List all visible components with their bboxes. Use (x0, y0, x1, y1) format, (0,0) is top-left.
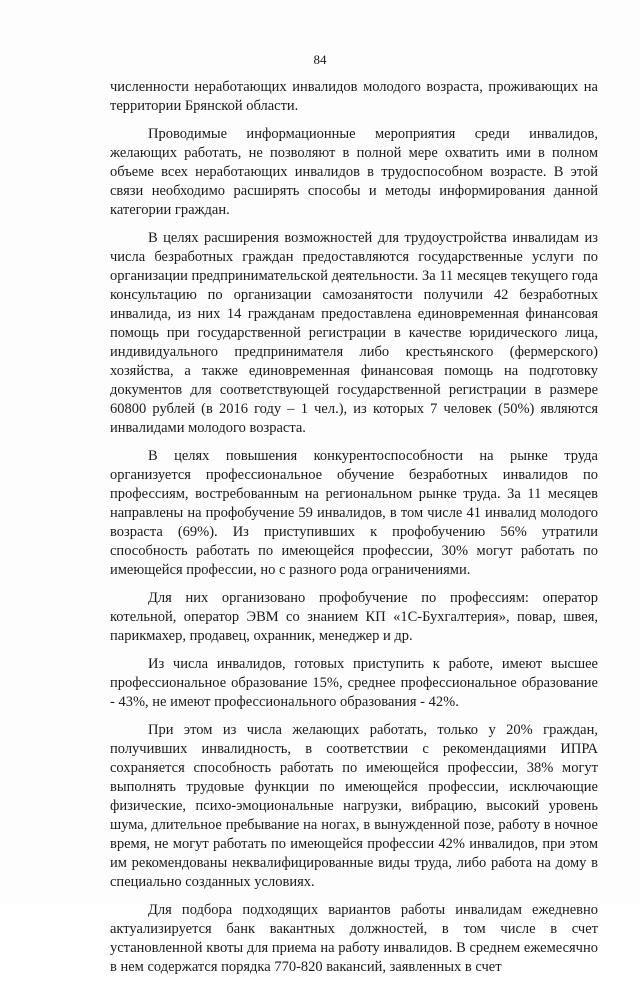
paragraph-education-levels: Из числа инвалидов, готовых приступить к работе, имеют высшее профессиональное образование 15%, среднее профессиональное образование - 43%, не имеют профессионального образования - 42%. (110, 656, 598, 710)
paragraph-vacancy-bank: Для подбора подходящих вариантов работы инвалидам ежедневно актуализируется банк вакантных должностей, в том числе в счет установленной квоты для приема на работу инвалидов. В среднем ежемесячно в нем содержатся порядка 770-820 вакансий, заявленных в счет (110, 902, 598, 975)
document-body (110, 78, 598, 986)
paragraph-training-professions: Для них организовано профобучение по профессиям: оператор котельной, оператор ЭВМ со знанием КП «1С-Бухгалтерия», повар, швея, парикмахер, продавец, охранник, менеджер и др. (110, 590, 598, 644)
paragraph-vocational-training: В целях повышения конкурентоспособности на рынке труда организуется профессиональное обучение безработных инвалидов по профессиям, востребованным на региональном рынке труда. За 11 месяцев направлены на профобучение 59 инвалидов, в том числе 41 инвалид молодого возраста (69%). Из приступивших к профобучению 56% утратили способность работать по имеющейся профессии, 30% могут работать по имеющейся профессии, но с разного рода ограничениями. (110, 448, 598, 578)
paragraph-information-events: Проводимые информационные мероприятия среди инвалидов, желающих работать, не позволяют в полной мере охватить ими в полном объеме всех неработающих инвалидов в трудоспособном возрасте. В этой связи необходимо расширять способы и методы информирования данной категории граждан. (110, 126, 598, 218)
paragraph-entrepreneurship: В целях расширения возможностей для трудоустройства инвалидам из числа безработных граждан предоставляются государственные услуги по организации предпринимательской деятельности. За 11 месяцев текущего года консультацию по организации самозанятости получили 42 безработных инвалида, из них 14 гражданам предоставлена единовременная финансовая помощь при государственной регистрации в качестве юридического лица, индивидуального предпринимателя либо крестьянского (фермерского) хозяйства, а также единовременная финансовая помощь на подготовку документов для соответствующей государственной регистрации в размере 60800 рублей (в 2016 году – 1 чел.), из которых 7 человек (50%) являются инвалидами молодого возраста. (110, 230, 598, 436)
paragraph-work-capacity: При этом из числа желающих работать, только у 20% граждан, получивших инвалидность, в соответствии с рекомендациями ИПРА сохраняется способность работать по имеющейся профессии, 38% могут выполнять трудовые функции по имеющейся профессии, исключающие физические, психо-эмоциональные нагрузки, вибрацию, высокий уровень шума, длительное пребывание на ногах, в вынужденной позе, работу в ночное время, не могут работать по имеющейся профессии 42% инвалидов, при этом им рекомендованы неквалифицированные виды труда, либо работа на дому в специально созданных условиях. (110, 722, 598, 890)
paragraph-continuation: численности неработающих инвалидов молодого возраста, проживающих на территории Брянской области. (110, 79, 598, 114)
page-number: 84 (313, 52, 327, 67)
